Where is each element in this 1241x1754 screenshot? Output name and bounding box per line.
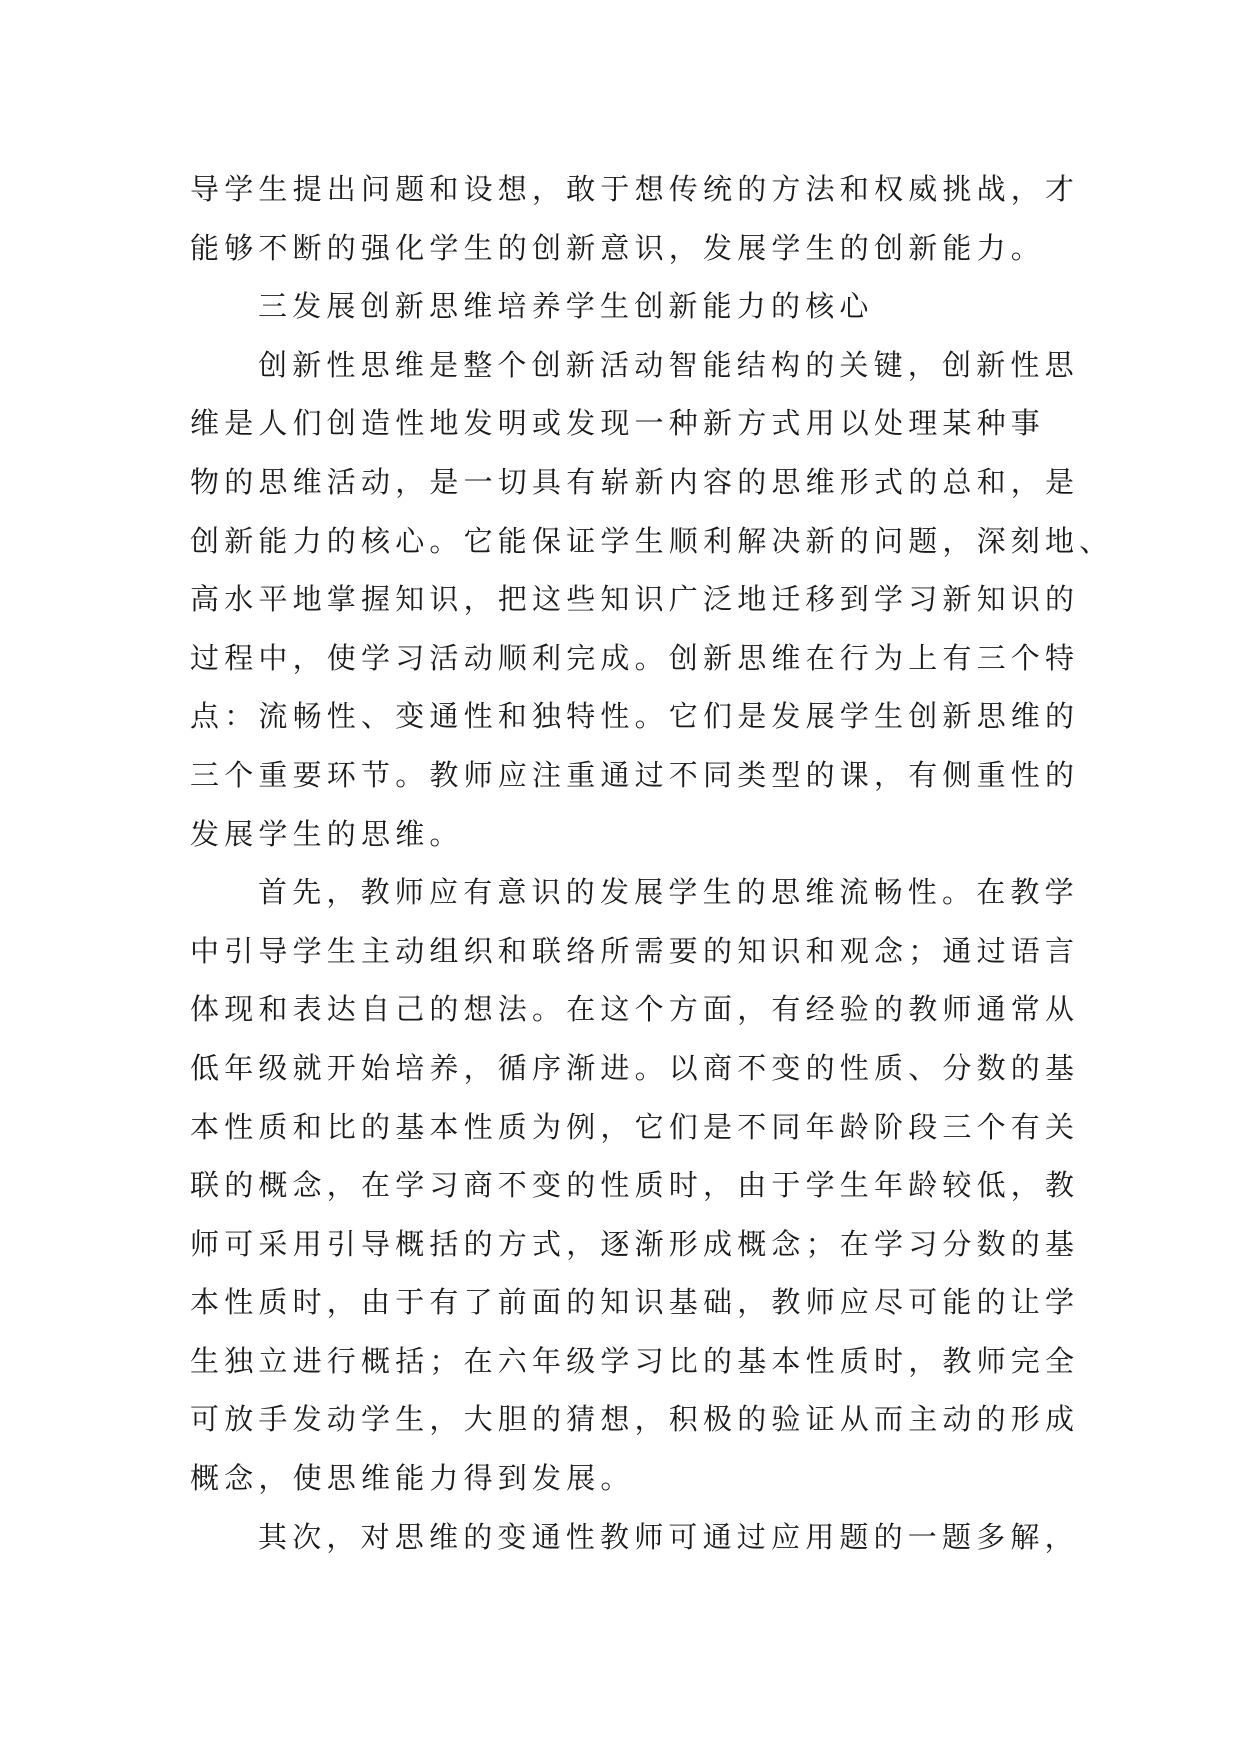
paragraph-2: [190, 336, 1114, 863]
text-line: 首先，教师应有意识的发展学生的思维流畅性。在教学: [258, 875, 1079, 910]
document-body: [190, 160, 1114, 1566]
heading-line: 三发展创新思维培养学生创新能力的核心: [258, 289, 874, 324]
text-line: 过程中，使学习活动顺利完成。创新思维在行为上有三个特: [190, 640, 1080, 675]
paragraph-3: [190, 863, 1080, 1508]
text-line: 创新性思维是整个创新活动智能结构的关键，创新性思: [258, 347, 1079, 382]
text-line: 三个重要环节。教师应注重通过不同类型的课，有侧重性的: [190, 757, 1080, 792]
text-line: 可放手发动学生，大胆的猜想，积极的验证从而主动的形成: [190, 1402, 1080, 1437]
text-line: 其次，对思维的变通性教师可通过应用题的一题多解，: [258, 1519, 1079, 1554]
text-line: 本性质和比的基本性质为例，它们是不同年龄阶段三个有关: [190, 1109, 1080, 1144]
text-line: 中引导学生主动组织和联络所需要的知识和观念；通过语言: [190, 933, 1080, 968]
paragraph-4: [190, 1508, 1079, 1567]
section-heading: [190, 277, 1060, 336]
text-line: 创新能力的核心。它能保证学生顺利解决新的问题，深刻地、: [190, 523, 1114, 558]
text-line: 发展学生的思维。: [190, 816, 464, 851]
text-line: 联的概念，在学习商不变的性质时，由于学生年龄较低，教: [190, 1168, 1080, 1203]
text-line: 师可采用引导概括的方式，逐渐形成概念；在学习分数的基: [190, 1226, 1080, 1261]
text-line: 本性质时，由于有了前面的知识基础，教师应尽可能的让学: [190, 1285, 1080, 1320]
text-line: 点：流畅性、变通性和独特性。它们是发展学生创新思维的: [190, 699, 1080, 734]
text-line: 生独立进行概括；在六年级学习比的基本性质时，教师完全: [190, 1343, 1080, 1378]
text-line: 维是人们创造性地发明或发现一种新方式用以处理某种事: [190, 406, 1046, 441]
text-line: 能够不断的强化学生的创新意识，发展学生的创新能力。: [190, 230, 1046, 265]
text-line: 高水平地掌握知识，把这些知识广泛地迁移到学习新知识的: [190, 582, 1080, 617]
text-line: 概念，使思维能力得到发展。: [190, 1461, 635, 1496]
text-line: 物的思维活动，是一切具有崭新内容的思维形式的总和，是: [190, 464, 1080, 499]
text-line: 低年级就开始培养，循序渐进。以商不变的性质、分数的基: [190, 1050, 1080, 1085]
paragraph-1: [190, 160, 1080, 277]
text-line: 体现和表达自己的想法。在这个方面，有经验的教师通常从: [190, 992, 1080, 1027]
text-line: 导学生提出问题和设想，敢于想传统的方法和权威挑战，才: [190, 172, 1080, 206]
